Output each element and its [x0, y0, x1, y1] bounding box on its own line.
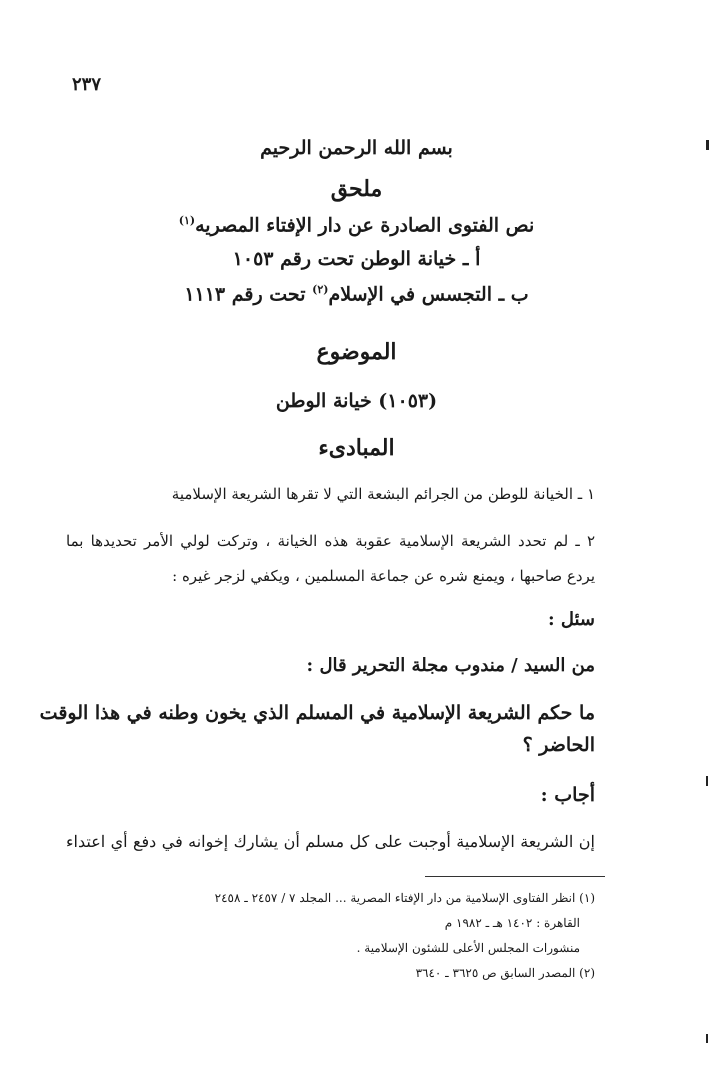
- answer-line-1: إن الشريعة الإسلامية أوجبت على كل مسلم أن يشارك إخوانه في دفع أي اعتداء: [66, 832, 595, 851]
- item-b-number: تحت رقم ١١١٣: [184, 283, 313, 306]
- subject-heading: الموضوع: [316, 339, 397, 365]
- scan-edge-mark: [706, 1034, 708, 1043]
- fatwa-title-text: نص الفتوى الصادرة عن دار الإفتاء المصريه: [195, 214, 535, 237]
- footnote-ref-1: (١): [178, 214, 196, 227]
- principle-2-line-2: يردع صاحبها ، ويمنع شره عن جماعة المسلمين ، ويكفي لزجر غيره :: [172, 567, 595, 585]
- asked-label: سئل :: [547, 609, 595, 630]
- principle-2-line-1: ٢ ـ لم تحدد الشريعة الإسلامية عقوبة هذه الخيانة ، وتركت لولي الأمر تحديدها بما: [66, 532, 595, 550]
- subject-title: (١٠٥٣) خيانة الوطن: [275, 390, 438, 412]
- from-line: من السيد / مندوب مجلة التحرير قال :: [306, 655, 595, 676]
- basmala: بسم الله الرحمن الرحيم: [260, 137, 453, 159]
- footnote-1-line-3: منشورات المجلس الأعلى للشئون الإسلامية .: [356, 941, 580, 955]
- footnote-1-line-2: القاهرة : ١٤٠٢ هـ ـ ١٩٨٢ م: [444, 916, 580, 930]
- item-b: [0, 283, 713, 305]
- fatwa-title: [0, 214, 713, 236]
- footnote-ref-2: (٢): [312, 283, 329, 296]
- item-a: أ ـ خيانة الوطن تحت رقم ١٠٥٣: [232, 248, 481, 270]
- page-number: ٢٣٧: [72, 74, 102, 95]
- scan-edge-mark: [706, 776, 708, 786]
- answered-label: أجاب :: [540, 784, 595, 806]
- question-line-1: ما حكم الشريعة الإسلامية في المسلم الذي يخون وطنه في هذا الوقت: [39, 702, 595, 724]
- principles-heading: المبادىء: [318, 435, 395, 461]
- footnote-separator: [425, 876, 605, 877]
- principle-1: ١ ـ الخيانة للوطن من الجرائم البشعة التي لا تقرها الشريعة الإسلامية: [171, 485, 595, 503]
- footnote-2: (٢) المصدر السابق ص ٣٦٢٥ ـ ٣٦٤٠: [415, 966, 595, 980]
- question-line-2: الحاضر ؟: [522, 734, 595, 756]
- footnote-1-line-1: (١) انظر الفتاوى الإسلامية من دار الإفتاء المصرية ... المجلد ٧ / ٢٤٥٧ ـ ٢٤٥٨: [214, 891, 595, 905]
- scan-edge-mark: [706, 140, 709, 150]
- item-b-text: ب ـ التجسس في الإسلام: [328, 283, 529, 306]
- appendix-heading: ملحق: [330, 176, 383, 202]
